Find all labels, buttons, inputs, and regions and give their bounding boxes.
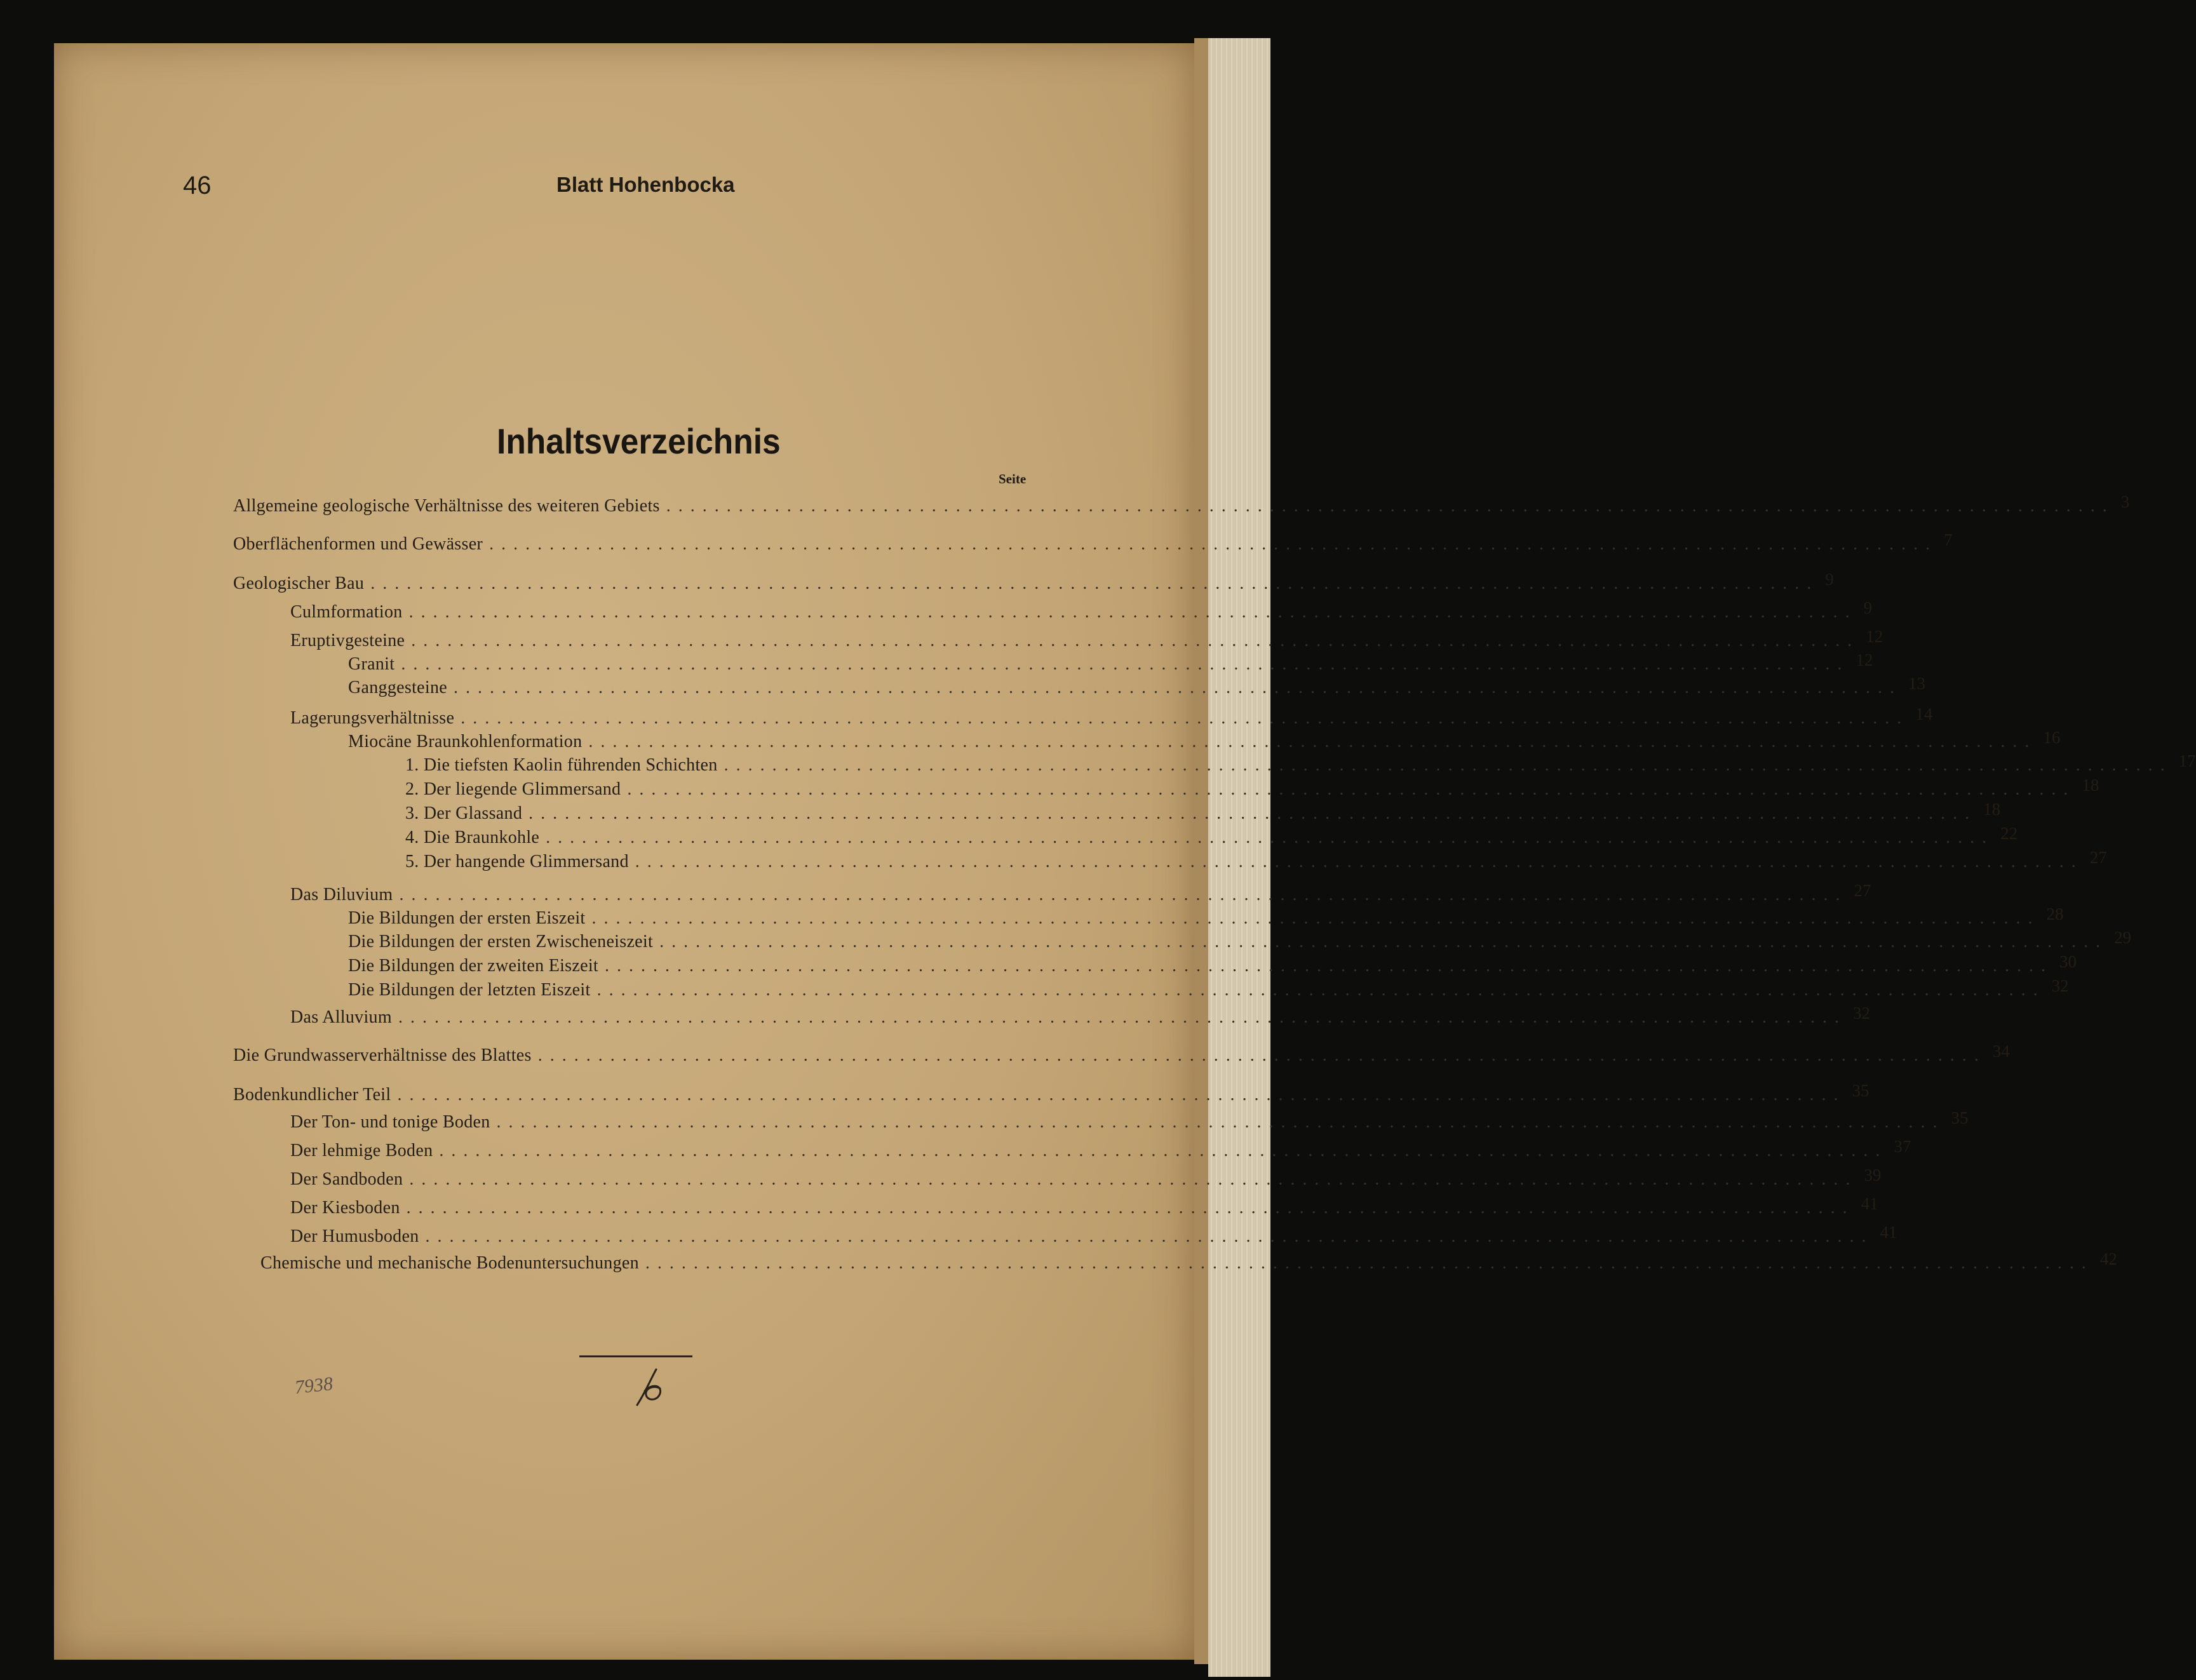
toc-entry: [290, 1137, 1911, 1162]
toc-entry: [290, 1004, 1870, 1028]
toc-entry: [290, 704, 1933, 729]
toc-entry-title: Die Bildungen der ersten Eiszeit: [348, 908, 586, 928]
toc-entry-page: 37: [1894, 1137, 1911, 1156]
toc-entry-title: Der Sandboden: [290, 1169, 403, 1189]
toc-entry-title: Die Bildungen der ersten Zwischeneiszeit: [348, 932, 654, 951]
toc-entry-page: 32: [1852, 1004, 1870, 1023]
toc-entry-title: Eruptivgesteine: [290, 631, 405, 650]
toc-entry: [290, 1166, 1882, 1190]
toc-entry-title: Das Alluvium: [290, 1007, 392, 1027]
running-head: Blatt Hohenbocka: [556, 173, 735, 196]
dot-leader: ........................................................................................................................: [635, 852, 2084, 871]
dot-leader: ........................................................................................................................: [399, 885, 1848, 904]
toc-entry: [348, 928, 2132, 953]
toc-entry: [290, 627, 1883, 652]
dot-leader: ........................................................................................................................: [627, 779, 2076, 799]
toc-entry-page: 14: [1915, 704, 1933, 723]
toc-entry: [348, 674, 1925, 699]
toc-entry: [348, 728, 2061, 753]
toc-entry-title: Die Grundwasserverhältnisse des Blattes: [233, 1045, 532, 1065]
toc-entry: [260, 1249, 2117, 1274]
dot-leader: ........................................................................................................................: [411, 631, 1860, 650]
dot-leader: ........................................................................................................................: [529, 803, 1977, 823]
toc-entry-page: 27: [1854, 881, 1871, 900]
toc-entry-page: 17: [2178, 751, 2196, 770]
toc-entry: [233, 1081, 1869, 1106]
toc-entry-page: 7: [1944, 530, 1953, 549]
toc-entry-page: 12: [1866, 627, 1883, 646]
toc-entry: [405, 848, 2107, 873]
seite-column-label: Seite: [999, 471, 1027, 487]
dot-leader: ........................................................................................................................: [370, 574, 1819, 593]
toc-entry: [405, 751, 2196, 776]
page-title: Inhaltsverzeichnis: [497, 421, 781, 461]
toc-entry-title: Granit: [348, 654, 395, 674]
toc-entry-title: Geologischer Bau: [233, 574, 365, 593]
toc-entry-title: Ganggesteine: [348, 678, 447, 697]
toc-entry-title: Der lehmige Boden: [290, 1141, 433, 1160]
toc-entry-page: 27: [2089, 848, 2107, 867]
toc-entry-title: Die Bildungen der letzten Eiszeit: [348, 980, 591, 1000]
dot-leader: ........................................................................................................................: [666, 496, 2115, 516]
toc-entry-page: 35: [1951, 1108, 1969, 1127]
toc-entry-page: 12: [1856, 650, 1873, 669]
toc-entry-title: Miocäne Braunkohlenformation: [348, 732, 583, 751]
toc-entry-title: Der Kiesboden: [290, 1198, 400, 1218]
handwritten-mark-icon: [632, 1366, 670, 1410]
dot-leader: ........................................................................................................................: [546, 828, 1995, 847]
pencil-note: 7938: [293, 1373, 334, 1399]
dot-leader: ........................................................................................................................: [724, 755, 2172, 775]
dot-leader: ........................................................................................................................: [398, 1007, 1847, 1027]
toc-entry: [290, 1108, 1969, 1133]
dot-leader: ........................................................................................................................: [397, 1085, 1846, 1105]
dot-leader: ........................................................................................................................: [409, 1169, 1858, 1189]
toc-entry: [233, 1042, 2010, 1066]
toc-entry: [348, 976, 2069, 1001]
toc-entry-title: Allgemeine geologische Verhältnisse des weiteren Gebiets: [233, 496, 660, 516]
toc-entry-page: 18: [2082, 776, 2099, 795]
dot-leader: ........................................................................................................................: [659, 932, 2108, 951]
toc-entry-title: Der Humusboden: [290, 1226, 419, 1246]
toc-entry-title: 5. Der hangende Glimmersand: [405, 852, 629, 871]
toc-entry: [233, 530, 1953, 555]
dot-leader: ........................................................................................................................: [489, 534, 1938, 554]
toc-entry-title: 4. Die Braunkohle: [405, 828, 540, 847]
toc-entry-page: 22: [2000, 824, 2018, 843]
toc-entry-title: 1. Die tiefsten Kaolin führenden Schichten: [405, 755, 718, 775]
toc-entry-title: Der Ton- und tonige Boden: [290, 1112, 490, 1132]
dot-leader: ........................................................................................................................: [588, 732, 2037, 751]
toc-entry-title: 3. Der Glassand: [405, 803, 523, 823]
toc-entry: [348, 952, 2077, 977]
toc-entry-title: Bodenkundlicher Teil: [233, 1085, 391, 1105]
toc-entry-page: 18: [1983, 800, 2001, 819]
toc-entry-page: 28: [2046, 904, 2064, 924]
dot-leader: ........................................................................................................................: [408, 602, 1857, 622]
toc-entry-page: 3: [2120, 492, 2130, 511]
toc-entry: [405, 800, 2001, 824]
toc-entry-page: 29: [2114, 928, 2132, 947]
toc-entry-title: Die Bildungen der zweiten Eiszeit: [348, 956, 598, 976]
toc-entry: [348, 904, 2064, 929]
toc-entry-page: 32: [2051, 976, 2069, 995]
toc-entry: [233, 492, 2130, 517]
dot-leader: ........................................................................................................................: [461, 708, 1910, 728]
toc-entry-title: Chemische und mechanische Bodenuntersuchungen: [260, 1253, 639, 1273]
dot-leader: ........................................................................................................................: [645, 1253, 2094, 1273]
toc-entry-page: 39: [1864, 1166, 1882, 1185]
toc-entry-page: 9: [1825, 570, 1834, 589]
dot-leader: ........................................................................................................................: [596, 980, 2045, 1000]
closing-rule: [579, 1355, 692, 1357]
dot-leader: ........................................................................................................................: [439, 1141, 1888, 1160]
dot-leader: ........................................................................................................................: [537, 1045, 1986, 1065]
dot-leader: ........................................................................................................................: [591, 908, 2040, 928]
dot-leader: ........................................................................................................................: [401, 654, 1850, 674]
toc-entry-page: 34: [1992, 1042, 2010, 1061]
toc-entry: [348, 650, 1873, 675]
toc-entry-page: 13: [1908, 674, 1925, 693]
toc-entry: [290, 1223, 1897, 1247]
toc-entry-page: 16: [2043, 728, 2061, 747]
toc-entry: [290, 881, 1871, 906]
toc-entry-title: Oberflächenformen und Gewässer: [233, 534, 483, 554]
toc-entry: [405, 776, 2099, 800]
dot-leader: ........................................................................................................................: [406, 1198, 1855, 1218]
dot-leader: ........................................................................................................................: [496, 1112, 1945, 1132]
toc-entry-title: Lagerungsverhältnisse: [290, 708, 455, 728]
toc-entry-page: 30: [2059, 952, 2077, 971]
toc-entry-title: Culmformation: [290, 602, 403, 622]
toc-entry: [405, 824, 2018, 849]
dot-leader: ........................................................................................................................: [454, 678, 1902, 697]
toc-entry: [290, 598, 1873, 623]
toc-entry: [233, 570, 1834, 595]
toc-entry-title: Das Diluvium: [290, 885, 393, 904]
page-number: 46: [183, 171, 212, 199]
toc-entry-page: 35: [1852, 1081, 1869, 1100]
toc-entry-page: 41: [1861, 1194, 1878, 1213]
dot-leader: ........................................................................................................................: [425, 1226, 1874, 1246]
toc-entry-page: 9: [1863, 598, 1873, 617]
dot-leader: ........................................................................................................................: [605, 956, 2053, 976]
toc-entry-page: 41: [1880, 1223, 1897, 1242]
toc-entry-page: 42: [2099, 1249, 2117, 1268]
toc-entry: [290, 1194, 1878, 1219]
toc-entry-title: 2. Der liegende Glimmersand: [405, 779, 621, 799]
